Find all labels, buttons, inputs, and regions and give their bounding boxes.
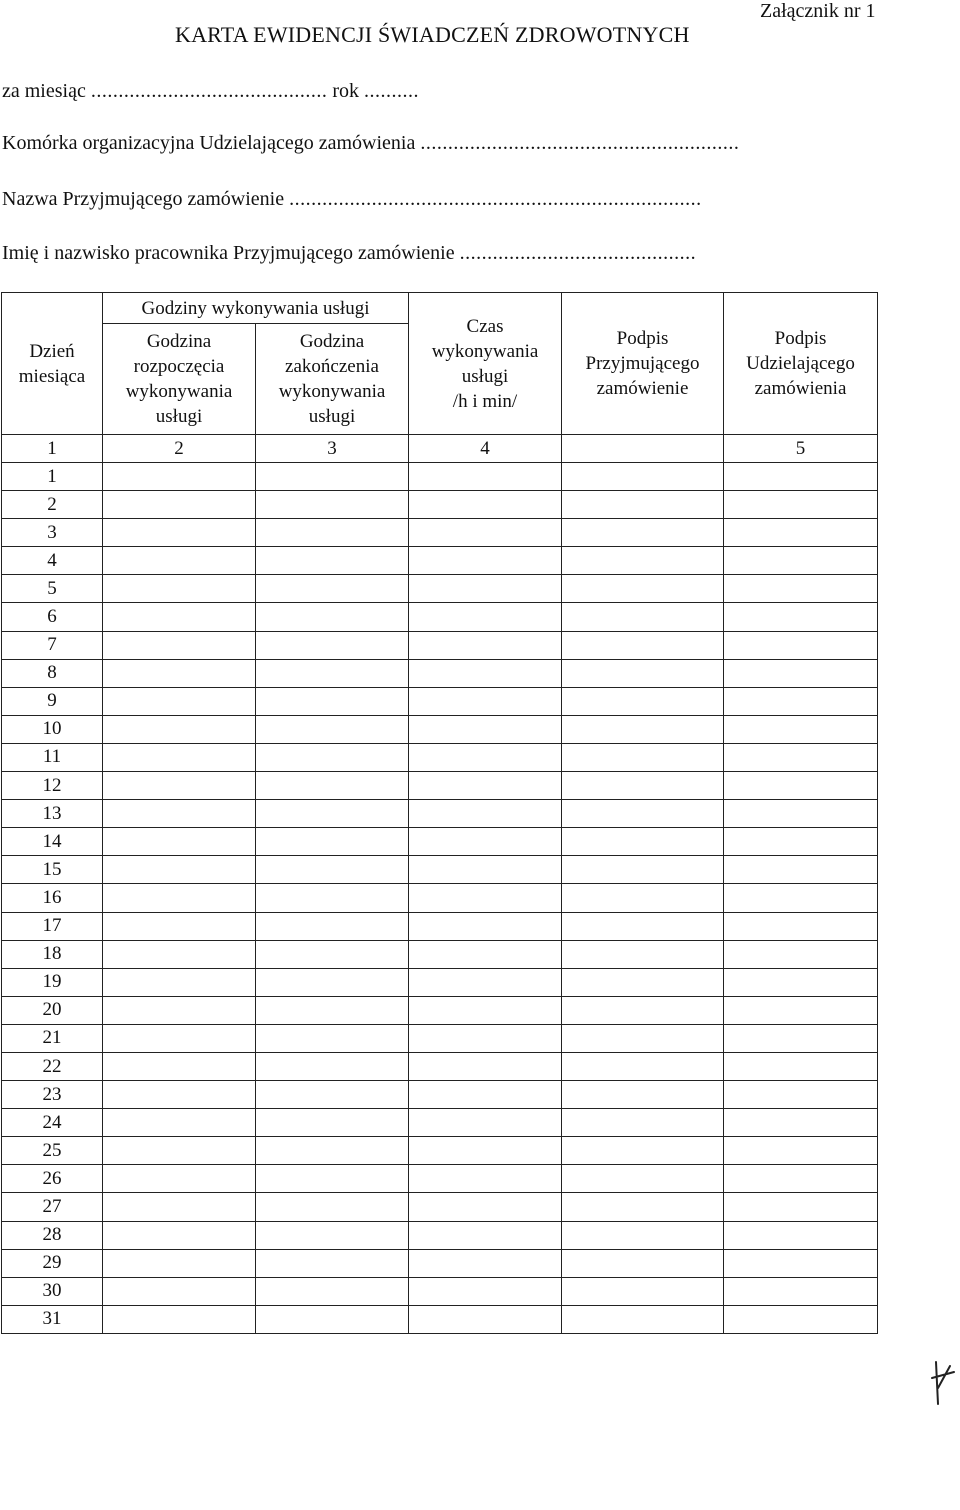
client-signature-cell[interactable] <box>724 1193 878 1221</box>
client-signature-cell[interactable] <box>724 463 878 491</box>
table-row <box>2 1249 878 1277</box>
duration-cell[interactable] <box>409 828 562 856</box>
start-time-cell[interactable] <box>103 687 256 715</box>
start-time-cell[interactable] <box>103 1193 256 1221</box>
table-row <box>2 1052 878 1080</box>
client-signature-cell[interactable] <box>724 1024 878 1052</box>
client-signature-cell[interactable] <box>724 547 878 575</box>
start-time-cell[interactable] <box>103 800 256 828</box>
table-row <box>2 1137 878 1165</box>
column-index: 4 <box>409 435 562 463</box>
provider-signature-cell[interactable] <box>562 996 724 1024</box>
unit-line <box>2 132 739 155</box>
client-signature-cell[interactable] <box>724 1165 878 1193</box>
start-time-cell[interactable] <box>103 463 256 491</box>
header-start-line: usługi <box>155 406 203 427</box>
header-day <box>2 293 103 435</box>
day-number: 23 <box>2 1081 103 1109</box>
provider-signature-cell[interactable] <box>562 547 724 575</box>
duration-cell[interactable] <box>409 968 562 996</box>
provider-label: Nazwa Przyjmującego zamówienie <box>2 188 285 210</box>
year-field[interactable]: .......... <box>364 80 420 102</box>
end-time-cell[interactable] <box>256 772 409 800</box>
day-number: 17 <box>2 912 103 940</box>
client-signature-cell[interactable] <box>724 715 878 743</box>
end-time-cell[interactable] <box>256 659 409 687</box>
client-signature-cell[interactable] <box>724 940 878 968</box>
header-end-line: usługi <box>308 406 356 427</box>
day-number: 1 <box>2 463 103 491</box>
duration-cell[interactable] <box>409 800 562 828</box>
day-number: 15 <box>2 856 103 884</box>
header-day-line: miesiąca <box>18 365 86 387</box>
day-number: 3 <box>2 519 103 547</box>
header-time <box>409 293 562 435</box>
day-number: 20 <box>2 996 103 1024</box>
end-time-cell[interactable] <box>256 1165 409 1193</box>
start-time-cell[interactable] <box>103 631 256 659</box>
client-signature-cell[interactable] <box>724 687 878 715</box>
table-row <box>2 603 878 631</box>
provider-signature-cell[interactable] <box>562 715 724 743</box>
provider-signature-cell[interactable] <box>562 800 724 828</box>
client-signature-cell[interactable] <box>724 743 878 771</box>
end-time-cell[interactable] <box>256 828 409 856</box>
column-index: 1 <box>2 435 103 463</box>
month-year-line <box>2 80 419 103</box>
year-label: rok <box>332 80 360 102</box>
duration-cell[interactable] <box>409 1109 562 1137</box>
start-time-cell[interactable] <box>103 659 256 687</box>
start-time-cell[interactable] <box>103 884 256 912</box>
day-number: 5 <box>2 575 103 603</box>
start-time-cell[interactable] <box>103 912 256 940</box>
duration-cell[interactable] <box>409 547 562 575</box>
duration-cell[interactable] <box>409 659 562 687</box>
duration-cell[interactable] <box>409 1193 562 1221</box>
provider-signature-cell[interactable] <box>562 519 724 547</box>
client-signature-cell[interactable] <box>724 1052 878 1080</box>
column-index-row <box>2 435 878 463</box>
day-number: 30 <box>2 1277 103 1305</box>
end-time-cell[interactable] <box>256 800 409 828</box>
end-time-cell[interactable] <box>256 743 409 771</box>
client-signature-cell[interactable] <box>724 491 878 519</box>
end-time-cell[interactable] <box>256 547 409 575</box>
duration-cell[interactable] <box>409 1081 562 1109</box>
column-index: 2 <box>103 435 256 463</box>
provider-signature-cell[interactable] <box>562 968 724 996</box>
provider-signature-cell[interactable] <box>562 940 724 968</box>
start-time-cell[interactable] <box>103 715 256 743</box>
client-signature-cell[interactable] <box>724 884 878 912</box>
provider-signature-cell[interactable] <box>562 912 724 940</box>
provider-signature-cell[interactable] <box>562 603 724 631</box>
provider-signature-cell[interactable] <box>562 1249 724 1277</box>
header-time-line: Czas <box>466 315 504 337</box>
provider-signature-cell[interactable] <box>562 631 724 659</box>
table-row <box>2 1221 878 1249</box>
document-title: KARTA EWIDENCJI ŚWIADCZEŃ ZDROWOTNYCH <box>175 22 690 47</box>
table-row <box>2 800 878 828</box>
duration-cell[interactable] <box>409 519 562 547</box>
end-time-cell[interactable] <box>256 1305 409 1333</box>
table-row <box>2 772 878 800</box>
provider-field[interactable]: ........................................................................... <box>289 188 702 210</box>
day-number: 6 <box>2 603 103 631</box>
start-time-cell[interactable] <box>103 1165 256 1193</box>
start-time-cell[interactable] <box>103 1221 256 1249</box>
table-row <box>2 1024 878 1052</box>
duration-cell[interactable] <box>409 856 562 884</box>
duration-cell[interactable] <box>409 1305 562 1333</box>
provider-signature-cell[interactable] <box>562 1221 724 1249</box>
column-index: 3 <box>256 435 409 463</box>
header-time-line: wykonywania <box>431 340 539 362</box>
end-time-cell[interactable] <box>256 687 409 715</box>
duration-cell[interactable] <box>409 1137 562 1165</box>
header-sign-provider-line: zamówienie <box>596 378 689 399</box>
header-end-line: Godzina <box>299 331 365 352</box>
header-hours-group: Godziny wykonywania usługi <box>103 293 409 324</box>
table-row <box>2 996 878 1024</box>
day-number: 11 <box>2 743 103 771</box>
table-row <box>2 547 878 575</box>
day-number: 4 <box>2 547 103 575</box>
day-number: 18 <box>2 940 103 968</box>
provider-line <box>2 188 702 211</box>
initials-signature <box>928 1358 958 1408</box>
provider-signature-cell[interactable] <box>562 743 724 771</box>
provider-signature-cell[interactable] <box>562 1109 724 1137</box>
start-time-cell[interactable] <box>103 996 256 1024</box>
client-signature-cell[interactable] <box>724 659 878 687</box>
day-number: 25 <box>2 1137 103 1165</box>
duration-cell[interactable] <box>409 1052 562 1080</box>
table-row <box>2 743 878 771</box>
end-time-cell[interactable] <box>256 1193 409 1221</box>
duration-cell[interactable] <box>409 575 562 603</box>
start-time-cell[interactable] <box>103 491 256 519</box>
day-number: 16 <box>2 884 103 912</box>
start-time-cell[interactable] <box>103 547 256 575</box>
end-time-cell[interactable] <box>256 940 409 968</box>
start-time-cell[interactable] <box>103 603 256 631</box>
header-end-line: zakończenia <box>285 356 379 377</box>
start-time-cell[interactable] <box>103 1277 256 1305</box>
employee-field[interactable]: ........................................... <box>459 242 697 264</box>
provider-signature-cell[interactable] <box>562 1024 724 1052</box>
day-number: 26 <box>2 1165 103 1193</box>
table-row <box>2 1305 878 1333</box>
client-signature-cell[interactable] <box>724 996 878 1024</box>
end-time-cell[interactable] <box>256 575 409 603</box>
unit-label: Komórka organizacyjna Udzielającego zamówienia <box>2 132 416 154</box>
client-signature-cell[interactable] <box>724 1249 878 1277</box>
duration-cell[interactable] <box>409 1221 562 1249</box>
employee-label: Imię i nazwisko pracownika Przyjmującego zamówienie <box>2 242 455 264</box>
duration-cell[interactable] <box>409 940 562 968</box>
provider-signature-cell[interactable] <box>562 1052 724 1080</box>
end-time-cell[interactable] <box>256 996 409 1024</box>
month-field[interactable]: ........................................... <box>90 80 328 102</box>
client-signature-cell[interactable] <box>724 800 878 828</box>
duration-cell[interactable] <box>409 884 562 912</box>
end-time-cell[interactable] <box>256 856 409 884</box>
table-row <box>2 1277 878 1305</box>
duration-cell[interactable] <box>409 912 562 940</box>
header-end-line: wykonywania <box>278 381 386 402</box>
table-row <box>2 687 878 715</box>
provider-signature-cell[interactable] <box>562 659 724 687</box>
day-number: 2 <box>2 491 103 519</box>
end-time-cell[interactable] <box>256 519 409 547</box>
client-signature-cell[interactable] <box>724 1277 878 1305</box>
provider-signature-cell[interactable] <box>562 1305 724 1333</box>
day-number: 13 <box>2 800 103 828</box>
service-record-table <box>1 292 878 1334</box>
client-signature-cell[interactable] <box>724 912 878 940</box>
header-sign-provider <box>562 293 724 435</box>
duration-cell[interactable] <box>409 491 562 519</box>
provider-signature-cell[interactable] <box>562 1277 724 1305</box>
client-signature-cell[interactable] <box>724 631 878 659</box>
table-row <box>2 491 878 519</box>
header-sign-client <box>724 293 878 435</box>
client-signature-cell[interactable] <box>724 828 878 856</box>
client-signature-cell[interactable] <box>724 575 878 603</box>
table-row <box>2 884 878 912</box>
start-time-cell[interactable] <box>103 1109 256 1137</box>
column-index <box>562 435 724 463</box>
header-sign-client-line: zamówienia <box>754 378 847 399</box>
end-time-cell[interactable] <box>256 1277 409 1305</box>
end-time-cell[interactable] <box>256 968 409 996</box>
table-row <box>2 1081 878 1109</box>
end-time-cell[interactable] <box>256 631 409 659</box>
table-row <box>2 828 878 856</box>
table-row <box>2 940 878 968</box>
table-row <box>2 968 878 996</box>
duration-cell[interactable] <box>409 1165 562 1193</box>
start-time-cell[interactable] <box>103 772 256 800</box>
header-time-line: /h i min/ <box>452 390 518 412</box>
duration-cell[interactable] <box>409 743 562 771</box>
month-label: za miesiąc <box>2 80 86 102</box>
header-start-line: wykonywania <box>125 381 233 402</box>
unit-field[interactable]: .......................................................... <box>420 132 740 154</box>
table-row <box>2 631 878 659</box>
header-start-line: rozpoczęcia <box>133 356 225 377</box>
provider-signature-cell[interactable] <box>562 884 724 912</box>
start-time-cell[interactable] <box>103 828 256 856</box>
day-number: 10 <box>2 715 103 743</box>
end-time-cell[interactable] <box>256 463 409 491</box>
provider-signature-cell[interactable] <box>562 828 724 856</box>
provider-signature-cell[interactable] <box>562 491 724 519</box>
table-row <box>2 912 878 940</box>
day-number: 31 <box>2 1305 103 1333</box>
header-start-line: Godzina <box>146 331 212 352</box>
end-time-cell[interactable] <box>256 912 409 940</box>
day-number: 8 <box>2 659 103 687</box>
table-row <box>2 715 878 743</box>
end-time-cell[interactable] <box>256 1137 409 1165</box>
table-row <box>2 1109 878 1137</box>
provider-signature-cell[interactable] <box>562 1137 724 1165</box>
client-signature-cell[interactable] <box>724 1109 878 1137</box>
end-time-cell[interactable] <box>256 1221 409 1249</box>
day-number: 21 <box>2 1024 103 1052</box>
table-row <box>2 856 878 884</box>
duration-cell[interactable] <box>409 463 562 491</box>
start-time-cell[interactable] <box>103 1137 256 1165</box>
employee-line <box>2 242 696 265</box>
start-time-cell[interactable] <box>103 1249 256 1277</box>
header-end <box>256 324 409 435</box>
header-time-line: usługi <box>461 365 509 387</box>
header-day-line: Dzień <box>29 340 75 362</box>
header-sign-provider-line: Przyjmującego <box>585 353 700 374</box>
start-time-cell[interactable] <box>103 1052 256 1080</box>
day-number: 19 <box>2 968 103 996</box>
client-signature-cell[interactable] <box>724 603 878 631</box>
table-row <box>2 519 878 547</box>
end-time-cell[interactable] <box>256 1081 409 1109</box>
day-number: 24 <box>2 1109 103 1137</box>
duration-cell[interactable] <box>409 603 562 631</box>
day-number: 27 <box>2 1193 103 1221</box>
day-number: 12 <box>2 772 103 800</box>
end-time-cell[interactable] <box>256 1052 409 1080</box>
client-signature-cell[interactable] <box>724 1137 878 1165</box>
client-signature-cell[interactable] <box>724 968 878 996</box>
client-signature-cell[interactable] <box>724 1221 878 1249</box>
table-row <box>2 1165 878 1193</box>
end-time-cell[interactable] <box>256 884 409 912</box>
end-time-cell[interactable] <box>256 715 409 743</box>
start-time-cell[interactable] <box>103 743 256 771</box>
client-signature-cell[interactable] <box>724 856 878 884</box>
end-time-cell[interactable] <box>256 1024 409 1052</box>
end-time-cell[interactable] <box>256 1249 409 1277</box>
client-signature-cell[interactable] <box>724 772 878 800</box>
end-time-cell[interactable] <box>256 1109 409 1137</box>
header-sign-provider-line: Podpis <box>616 328 669 349</box>
start-time-cell[interactable] <box>103 940 256 968</box>
day-number: 7 <box>2 631 103 659</box>
start-time-cell[interactable] <box>103 968 256 996</box>
annex-label: Załącznik nr 1 <box>760 0 876 22</box>
table-row <box>2 463 878 491</box>
duration-cell[interactable] <box>409 772 562 800</box>
day-number: 28 <box>2 1221 103 1249</box>
client-signature-cell[interactable] <box>724 519 878 547</box>
table-row <box>2 659 878 687</box>
client-signature-cell[interactable] <box>724 1081 878 1109</box>
start-time-cell[interactable] <box>103 1024 256 1052</box>
duration-cell[interactable] <box>409 1249 562 1277</box>
provider-signature-cell[interactable] <box>562 1165 724 1193</box>
day-number: 22 <box>2 1052 103 1080</box>
header-sign-client-line: Udzielającego <box>746 353 855 374</box>
end-time-cell[interactable] <box>256 491 409 519</box>
provider-signature-cell[interactable] <box>562 687 724 715</box>
provider-signature-cell[interactable] <box>562 463 724 491</box>
provider-signature-cell[interactable] <box>562 772 724 800</box>
header-start <box>103 324 256 435</box>
table-row <box>2 575 878 603</box>
start-time-cell[interactable] <box>103 575 256 603</box>
duration-cell[interactable] <box>409 1277 562 1305</box>
end-time-cell[interactable] <box>256 603 409 631</box>
day-number: 14 <box>2 828 103 856</box>
table-row <box>2 1193 878 1221</box>
duration-cell[interactable] <box>409 996 562 1024</box>
provider-signature-cell[interactable] <box>562 856 724 884</box>
header-sign-client-line: Podpis <box>774 328 827 349</box>
duration-cell[interactable] <box>409 687 562 715</box>
day-number: 29 <box>2 1249 103 1277</box>
start-time-cell[interactable] <box>103 856 256 884</box>
provider-signature-cell[interactable] <box>562 575 724 603</box>
start-time-cell[interactable] <box>103 519 256 547</box>
duration-cell[interactable] <box>409 715 562 743</box>
client-signature-cell[interactable] <box>724 1305 878 1333</box>
start-time-cell[interactable] <box>103 1305 256 1333</box>
provider-signature-cell[interactable] <box>562 1193 724 1221</box>
duration-cell[interactable] <box>409 631 562 659</box>
day-number: 9 <box>2 687 103 715</box>
start-time-cell[interactable] <box>103 1081 256 1109</box>
column-index: 5 <box>724 435 878 463</box>
duration-cell[interactable] <box>409 1024 562 1052</box>
provider-signature-cell[interactable] <box>562 1081 724 1109</box>
